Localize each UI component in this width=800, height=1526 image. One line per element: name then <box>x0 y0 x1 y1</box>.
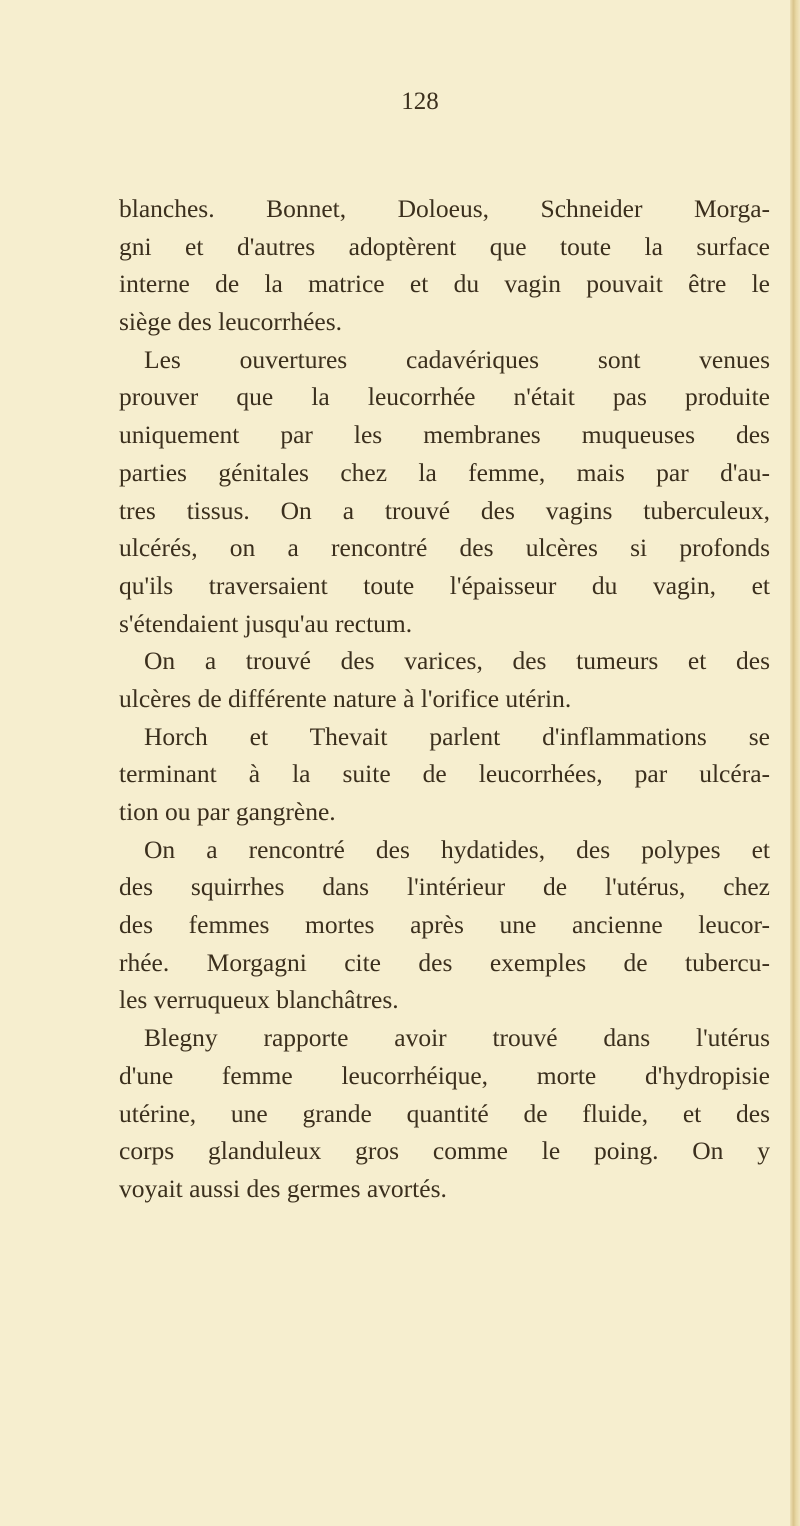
text-line: On a rencontré des hydatides, des polypes et <box>144 834 770 864</box>
text-line: qu'ils traversaient toute l'épaisseur du vagin, et <box>119 570 770 600</box>
text-line: voyait aussi des germes avortés. <box>119 1173 447 1203</box>
text-line: ulcères de différente nature à l'orifice utérin. <box>119 683 572 713</box>
text-line: gni et d'autres adoptèrent que toute la surface <box>119 231 770 261</box>
text-line: On a trouvé des varices, des tumeurs et des <box>144 646 770 676</box>
text-line: des femmes mortes après une ancienne leucor- <box>119 910 770 940</box>
page-body <box>119 190 770 1208</box>
page-edge <box>790 0 800 1526</box>
text-line: parties génitales chez la femme, mais par d'au- <box>119 457 770 487</box>
text-line: d'une femme leucorrhéique, morte d'hydropisie <box>119 1060 770 1090</box>
text-line: Les ouvertures cadavériques sont venues <box>144 344 770 374</box>
text-line: les verruqueux blanchâtres. <box>119 985 399 1015</box>
text-line: ulcérés, on a rencontré des ulcères si profonds <box>119 533 770 563</box>
text-line: Blegny rapporte avoir trouvé dans l'utérus <box>144 1023 770 1053</box>
text-line: s'étendaient jusqu'au rectum. <box>119 608 413 638</box>
text-line: tion ou par gangrène. <box>119 797 336 826</box>
text-line: des squirrhes dans l'intérieur de l'utérus, chez <box>119 872 770 902</box>
page-number: 128 <box>401 88 439 115</box>
text-line: uniquement par les membranes muqueuses des <box>119 420 770 450</box>
text-line: prouver que la leucorrhée n'était pas produite <box>119 382 770 412</box>
text-line: siège des leucorrhées. <box>119 307 343 337</box>
text-line: Horch et Thevait parlent d'inflammations se <box>144 721 770 751</box>
text-line: utérine, une grande quantité de fluide, et des <box>119 1098 770 1128</box>
text-line: corps glanduleux gros comme le poing. On y <box>119 1136 770 1166</box>
text-line: rhée. Morgagni cite des exemples de tubercu- <box>119 947 770 977</box>
text-line: blanches. Bonnet, Doloeus, Schneider Morga- <box>119 194 770 223</box>
text-line: interne de la matrice et du vagin pouvait être le <box>119 269 770 299</box>
text-line: tres tissus. On a trouvé des vagins tuberculeux, <box>119 495 770 525</box>
text-line: terminant à la suite de leucorrhées, par ulcéra- <box>119 759 770 789</box>
